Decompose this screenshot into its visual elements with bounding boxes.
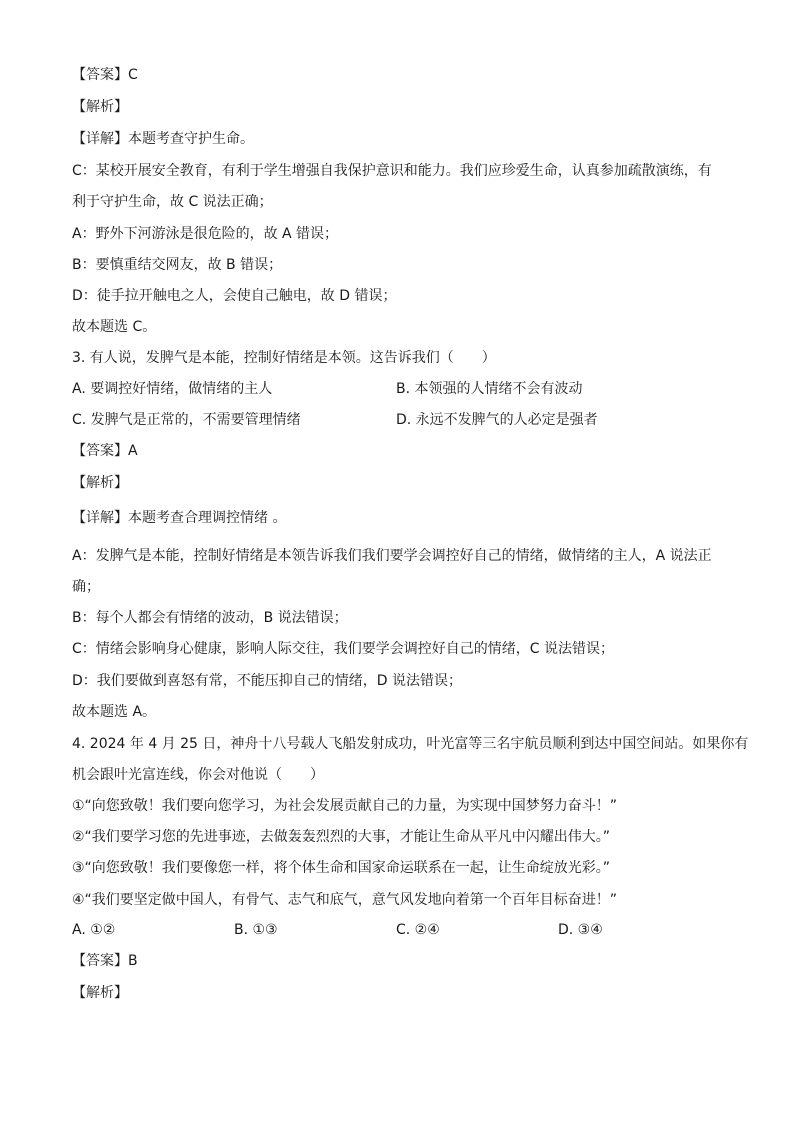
q2-detail-text: 本题考查守护生命。 [128, 131, 254, 147]
q2-answer-line [72, 65, 734, 85]
q3-detail-line [72, 508, 734, 528]
q3-stem: 3. 有人说，发脾气是本能，控制好情绪是本领。这告诉我们（ ） [72, 350, 496, 366]
q3-option-a: A. 要调控好情绪，做情绪的主人 [72, 381, 273, 397]
q3-answer-value: A [128, 443, 138, 459]
q2-answer-value: C [128, 67, 138, 83]
detail-tag: 【详解】 [72, 510, 128, 526]
q4-statement-1: ①“向您致敬！我们要向您学习，为社会发展贡献自己的力量，为实现中国梦努力奋斗！” [72, 798, 618, 814]
q3-analysis-tag: 【解析】 [72, 475, 128, 491]
q2-explanation-line: 利于守护生命，故 C 说法正确； [72, 194, 273, 210]
q4-statement-4: ④“我们要坚定做中国人，有骨气、志气和底气，意气风发地向着第一个百年目标奋进！” [72, 892, 618, 908]
answer-tag: 【答案】 [72, 67, 128, 83]
q3-explanation-line: D：我们要做到喜怒有常，不能压抑自己的情绪，D 说法错误； [72, 673, 463, 689]
q4-statement-2: ②“我们要学习您的先进事迹，去做轰轰烈烈的大事，才能让生命从平凡中闪耀出伟大。” [72, 829, 611, 845]
q3-explanation-line: 确； [72, 579, 100, 595]
q4-statement-3: ③“向您致敬！我们要像您一样，将个体生命和国家命运联系在一起，让生命绽放光彩。” [72, 860, 611, 876]
q2-analysis-tag: 【解析】 [72, 99, 128, 115]
q3-answer-line [72, 441, 734, 461]
q4-stem-line2: 机会跟叶光富连线，你会对他说（ ） [72, 767, 324, 783]
q4-analysis-tag: 【解析】 [72, 985, 128, 1001]
q4-option-c: C. ②④ [396, 922, 440, 938]
q4-option-b: B. ①③ [234, 922, 278, 938]
q2-conclusion: 故本题选 C。 [72, 319, 157, 335]
q3-conclusion: 故本题选 A。 [72, 704, 157, 720]
q3-option-b: B. 本领强的人情绪不会有波动 [396, 381, 583, 397]
q2-explanation-line: A：野外下河游泳是很危险的，故 A 错误； [72, 226, 339, 242]
q2-detail-line [72, 129, 734, 149]
q2-explanation-line: B：要慎重结交网友，故 B 错误； [72, 257, 283, 273]
q3-explanation-line: C：情绪会影响身心健康，影响人际交往，我们要学会调控好自己的情绪，C 说法错误； [72, 641, 614, 657]
q3-option-d: D. 永远不发脾气的人必定是强者 [396, 412, 598, 428]
q4-option-d: D. ③④ [558, 922, 603, 938]
q3-detail-text: 本题考查合理调控情绪 。 [128, 510, 287, 526]
q2-explanation-line: C：某校开展安全教育，有利于学生增强自我保护意识和能力。我们应珍爱生命，认真参加疏散演练，有 [72, 163, 712, 179]
q4-stem-line1: 4. 2024 年 4 月 25 日，神舟十八号载人飞船发射成功，叶光富等三名宇航员顺利到达中国空间站。如果你有 [72, 736, 749, 752]
q4-option-a: A. ①② [72, 922, 116, 938]
q4-answer-value: B [128, 953, 138, 969]
q3-explanation-line: A：发脾气是本能，控制好情绪是本领告诉我们我们要学会调控好自己的情绪，做情绪的主人，A 说法正 [72, 548, 712, 564]
q4-answer-line [72, 951, 734, 971]
q3-option-c: C. 发脾气是正常的，不需要管理情绪 [72, 412, 301, 428]
q3-explanation-line: B：每个人都会有情绪的波动，B 说法错误； [72, 610, 348, 626]
q2-explanation-line: D：徒手拉开触电之人，会使自己触电，故 D 错误； [72, 288, 397, 304]
answer-tag: 【答案】 [72, 443, 128, 459]
detail-tag: 【详解】 [72, 131, 128, 147]
answer-tag: 【答案】 [72, 953, 128, 969]
